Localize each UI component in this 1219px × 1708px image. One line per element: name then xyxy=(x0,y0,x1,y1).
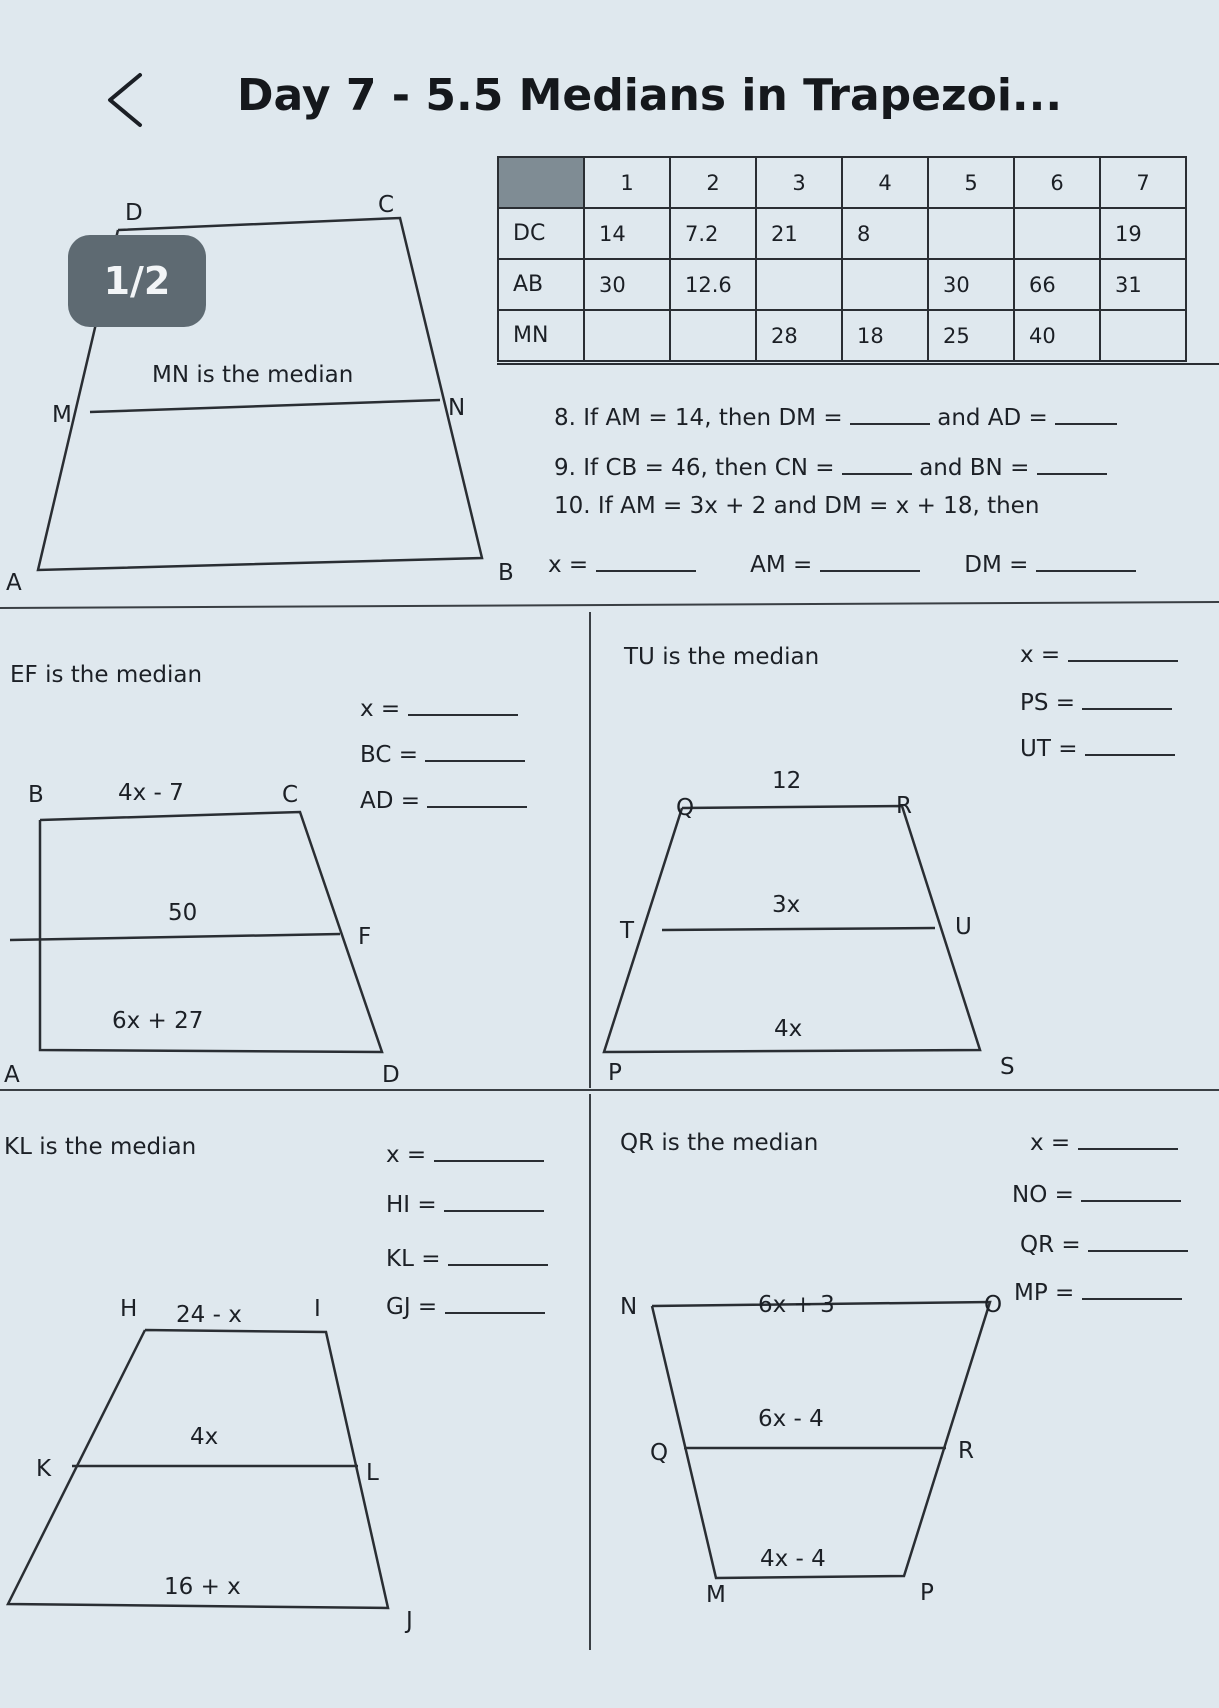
vertex-d: D xyxy=(382,1062,400,1088)
question-9: 9. If CB = 46, then CN = and BN = xyxy=(554,453,1107,481)
table-cell xyxy=(928,208,1014,259)
qr-median-length: 6x - 4 xyxy=(758,1406,824,1432)
tu-top-base: 12 xyxy=(772,768,802,794)
vertex-q: Q xyxy=(676,795,695,821)
row-label: DC xyxy=(498,208,584,259)
answer-blank[interactable] xyxy=(850,403,930,425)
vertex-u: U xyxy=(955,914,972,940)
page-indicator-badge: 1/2 xyxy=(68,235,206,327)
table-cell: 14 xyxy=(584,208,670,259)
ef-bottom-base: 6x + 27 xyxy=(112,1008,204,1034)
tu-answer-ps: PS = xyxy=(1020,688,1172,716)
table-col-header: 3 xyxy=(756,157,842,208)
tu-answer-x: x = xyxy=(1020,640,1178,668)
answer-blank[interactable] xyxy=(596,550,696,572)
tu-bottom-base: 4x xyxy=(774,1016,803,1042)
table-cell: 40 xyxy=(1014,310,1100,361)
tu-answer-ut: UT = xyxy=(1020,734,1175,762)
table-col-header: 7 xyxy=(1100,157,1186,208)
table-cell xyxy=(1100,310,1186,361)
table-cell xyxy=(1014,208,1100,259)
median-mn xyxy=(90,400,440,412)
ef-top-base: 4x - 7 xyxy=(118,780,184,806)
table-cell xyxy=(670,310,756,361)
ef-answer-x: x = xyxy=(360,694,518,722)
vertex-r: R xyxy=(896,793,912,819)
vertex-b: B xyxy=(498,560,514,586)
table-col-header: 1 xyxy=(584,157,670,208)
vertex-a: A xyxy=(4,1062,20,1088)
row-label: AB xyxy=(498,259,584,310)
qr-answer-no: NO = xyxy=(1012,1180,1181,1208)
vertex-b: B xyxy=(28,782,44,808)
vertex-q: Q xyxy=(650,1440,669,1466)
qr-answer-mp: MP = xyxy=(1014,1278,1182,1306)
question-10: 10. If AM = 3x + 2 and DM = x + 18, then xyxy=(554,493,1040,519)
vertex-l: L xyxy=(366,1460,379,1486)
table-col-header: 2 xyxy=(670,157,756,208)
kl-top-base: 24 - x xyxy=(176,1302,242,1328)
vertex-p: P xyxy=(608,1060,622,1086)
table-cell: 28 xyxy=(756,310,842,361)
table-corner xyxy=(498,157,584,208)
table-cell: 8 xyxy=(842,208,928,259)
vertex-j: J xyxy=(406,1608,413,1634)
kl-answer-x: x = xyxy=(386,1140,544,1168)
table-cell: 66 xyxy=(1014,259,1100,310)
table-cell: 19 xyxy=(1100,208,1186,259)
table-col-header: 4 xyxy=(842,157,928,208)
vertex-f: F xyxy=(358,924,372,950)
table-col-header: 6 xyxy=(1014,157,1100,208)
kl-bottom-base: 16 + x xyxy=(164,1574,241,1600)
kl-answer-gj: GJ = xyxy=(386,1292,545,1320)
answer-blank[interactable] xyxy=(820,550,920,572)
qr-answer-qr: QR = xyxy=(1020,1230,1188,1258)
vertex-r: R xyxy=(958,1438,974,1464)
vertex-t: T xyxy=(620,918,635,944)
page-title: Day 7 - 5.5 Medians in Trapezoi... xyxy=(237,70,1063,121)
diagram1-caption: MN is the median xyxy=(152,362,354,388)
kl-answer-hi: HI = xyxy=(386,1190,544,1218)
vertex-h: H xyxy=(120,1296,138,1322)
median-tu xyxy=(662,928,935,930)
tu-caption: TU is the median xyxy=(624,644,820,670)
table-row xyxy=(498,310,1186,361)
qr-top-base: 6x + 3 xyxy=(758,1292,835,1318)
table-cell: 7.2 xyxy=(670,208,756,259)
vertex-o: O xyxy=(984,1292,1003,1318)
kl-median-length: 4x xyxy=(190,1424,219,1450)
table-cell: 30 xyxy=(928,259,1014,310)
table-cell xyxy=(756,259,842,310)
vertex-c: C xyxy=(378,192,395,218)
vertex-i: I xyxy=(314,1296,321,1322)
vertex-m: M xyxy=(706,1582,726,1608)
vertex-m: M xyxy=(52,402,72,428)
trapezoid-kl xyxy=(8,1330,388,1608)
vertex-a: A xyxy=(6,570,22,596)
ef-median-length: 50 xyxy=(168,900,198,926)
vertex-d: D xyxy=(125,200,143,226)
vertex-c: C xyxy=(282,782,299,808)
values-table xyxy=(497,156,1187,362)
vertex-n: N xyxy=(448,395,466,421)
question-10-answers: x = AM = DM = xyxy=(548,550,1136,578)
ef-answer-bc: BC = xyxy=(360,740,525,768)
qr-bottom-base: 4x - 4 xyxy=(760,1546,826,1572)
table-cell: 21 xyxy=(756,208,842,259)
table-header-row xyxy=(498,157,1186,208)
table-cell: 12.6 xyxy=(670,259,756,310)
table-cell: 30 xyxy=(584,259,670,310)
table-col-header: 5 xyxy=(928,157,1014,208)
table-row xyxy=(498,259,1186,310)
vertex-k: K xyxy=(36,1456,52,1482)
vertex-n: N xyxy=(620,1294,638,1320)
median-ef xyxy=(10,934,340,940)
table-cell xyxy=(584,310,670,361)
vertex-p: P xyxy=(920,1580,934,1606)
table-cell: 18 xyxy=(842,310,928,361)
row-label: MN xyxy=(498,310,584,361)
tu-median-length: 3x xyxy=(772,892,801,918)
ef-answer-ad: AD = xyxy=(360,786,527,814)
table-cell xyxy=(842,259,928,310)
ef-caption: EF is the median xyxy=(10,662,203,688)
qr-caption: QR is the median xyxy=(620,1130,819,1156)
answer-blank[interactable] xyxy=(1055,403,1117,425)
kl-answer-kl: KL = xyxy=(386,1244,548,1272)
qr-answer-x: x = xyxy=(1030,1128,1178,1156)
trapezoid-qr xyxy=(652,1302,990,1578)
answer-blank[interactable] xyxy=(842,453,912,475)
answer-blank[interactable] xyxy=(1037,453,1107,475)
vertex-s: S xyxy=(1000,1054,1015,1080)
trapezoid-ef xyxy=(40,812,382,1052)
answer-blank[interactable] xyxy=(1036,550,1136,572)
question-8: 8. If AM = 14, then DM = and AD = xyxy=(554,403,1117,431)
kl-caption: KL is the median xyxy=(4,1134,197,1160)
table-row xyxy=(498,208,1186,259)
table-cell: 25 xyxy=(928,310,1014,361)
table-cell: 31 xyxy=(1100,259,1186,310)
